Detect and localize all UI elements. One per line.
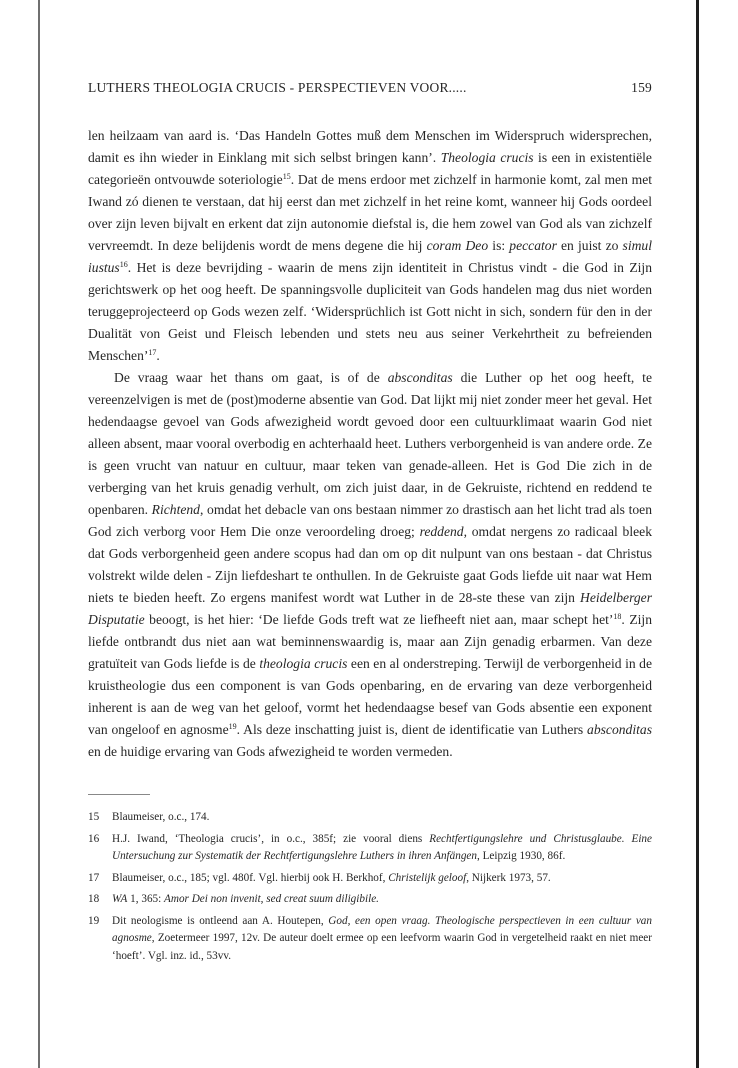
text: . Het is deze bevrijding - waarin de mens zijn identiteit in Christus vindt - die God in Zijn gerichtswerk op het oog heeft. De spanningsvolle dupliciteit van Gods handelen mag dus niet worden teruggeprojecteerd op Gods wezen zelf. ‘Widersprüchlich ist Gott nicht in sich, sondern für den in der Dualität von Geist und Fleisch lebenden und stets neu aus seiner Verkehrtheit zu befreienden Menschen’ xyxy=(88,260,652,363)
footnote-18 xyxy=(88,891,652,909)
footnote-ref-19[interactable]: 19 xyxy=(228,722,237,731)
text: , Nijkerk 1973, 57. xyxy=(466,871,551,884)
text: 1, 365: xyxy=(127,893,165,905)
italic-title: Christelijk geloof xyxy=(388,871,467,884)
text: is: xyxy=(488,238,510,253)
text: . xyxy=(156,348,160,363)
scan-edge-left xyxy=(38,0,40,1068)
text: . Zijn liefde ontbrandt dus niet aan wat beminnenswaardig is, maar aan Zijn genadig erbarmen. Van deze gratuïteit van Gods liefde is de xyxy=(88,612,653,671)
paragraph-2 xyxy=(88,367,652,763)
text: H.J. Iwand, ‘Theologia crucis’, in o.c., 385f; zie vooral diens xyxy=(112,832,430,845)
footnote-text xyxy=(112,913,652,966)
text: De vraag waar het thans om gaat, is of de xyxy=(114,370,388,385)
footnote-ref-17[interactable]: 17 xyxy=(148,348,157,357)
text: len heilzaam van aard is. ‘Das Handeln Gottes muß dem Menschen im Widerspruch widersprechen, damit es ihn wieder in Einklang mit sich selbst bringen kann’. xyxy=(88,128,652,165)
text: is een in existentiële categorieën ontvouwde soteriologie xyxy=(88,150,652,187)
text: Blaumeiser, o.c., 174. xyxy=(112,811,210,823)
footnote-text xyxy=(112,891,652,909)
text: Dit neologisme is ontleend aan A. Houtepen, xyxy=(112,914,329,927)
text: , Zoetermeer 1997, 12v. De auteur doelt ermee op een leefvorm waarin God in vergetelheid raakt en niet meer ‘hoeft’. Vgl. inz. id., 53vv. xyxy=(112,932,652,962)
italic-quote: Amor Dei non invenit, sed creat suum diligibile. xyxy=(164,893,379,905)
text: een en al onderstreping. Terwijl de verborgenheid in de kruistheologie dus een component is van Gods openbaring, en de ervaring van deze verborgenheid inherent is aan de weg van het geloof, vormt het hedendaagse besef van Gods absentie een exponent van ongeloof en agnosme xyxy=(88,656,652,737)
footnote-15 xyxy=(88,809,652,827)
italic-term: absconditas xyxy=(587,722,652,737)
text: en juist zo xyxy=(556,238,623,253)
page-number: 159 xyxy=(631,80,652,95)
text: . Dat de mens erdoor met zichzelf in harmonie komt, zal men met Iwand zó dienen te verstaan, dat hij eerst dan met zichzelf in het reine komt, wanneer hij Gods oordeel over zijn leven bijvalt en erkent dat zijn autonomie diefstal is, die hem zowel van God als van zichzelf vervreemdt. In deze belijdenis wordt de mens degene die hij xyxy=(88,172,653,253)
footnote-number: 18 xyxy=(88,893,100,905)
footnote-17 xyxy=(88,870,652,888)
footnote-text xyxy=(112,831,652,866)
footnote-19 xyxy=(88,913,652,966)
running-title: LUTHERS THEOLOGIA CRUCIS - PERSPECTIEVEN VOOR..... xyxy=(88,80,467,95)
text: , omdat het debacle van ons bestaan nimmer zo drastisch aan het licht trad als toen God zich verborg voor Hem Die onze veroordeling droeg; xyxy=(88,502,652,539)
text: en de huidige ervaring van Gods afwezigheid te worden vermeden. xyxy=(88,744,453,759)
footnote-separator xyxy=(88,794,150,795)
footnote-number: 17 xyxy=(88,871,100,884)
italic-term: simul iustus xyxy=(88,238,653,275)
body-text xyxy=(88,125,652,763)
italic-term: absconditas xyxy=(387,370,453,385)
italic-term: coram Deo xyxy=(426,238,489,253)
italic-term: theologia crucis xyxy=(259,656,348,671)
footnote-number: 16 xyxy=(88,832,100,845)
italic-term: Heidelberger Disputatie xyxy=(88,590,652,627)
footnote-ref-15[interactable]: 15 xyxy=(282,172,291,181)
italic-title: Rechtfertigungslehre und Christusglaube. Eine Untersuchung zur Systematik der Rechtfertigungslehre Luthers in ihren Anfängen xyxy=(112,832,652,862)
italic-title: WA xyxy=(112,893,128,905)
italic-term: peccator xyxy=(509,238,557,253)
footnote-ref-18[interactable]: 18 xyxy=(613,612,622,621)
footnote-text xyxy=(112,809,652,827)
text: . Als deze inschatting juist is, dient de identificatie van Luthers xyxy=(236,722,588,737)
italic-term: reddend xyxy=(419,524,464,539)
italic-term: Theologia crucis xyxy=(440,150,534,165)
text: Blaumeiser, o.c., 185; vgl. 480f. Vgl. hierbij ook H. Berkhof, xyxy=(112,871,389,884)
footnote-number: 19 xyxy=(88,914,100,927)
scan-edge-right xyxy=(696,0,699,1068)
footnote-16 xyxy=(88,831,652,866)
text: , omdat nergens zo radicaal bleek dat Gods verborgenheid geen andere scopus had dan om op dit nulpunt van ons bestaan - dat Christus volstrekt wilde delen - Zijn liefdeshart te onthullen. In de Gekruiste gaat Gods liefde uit naar wat Hem niets te bieden heeft. Zo ergens manifest wordt wat Luther in de 28-ste these van zijn xyxy=(88,524,652,605)
italic-title: God, een open vraag. Theologische perspectieven in een cultuur van agnosme xyxy=(112,914,652,944)
italic-term: Richtend xyxy=(151,502,200,517)
text: die Luther op het oog heeft, te vereenzelvigen is met de (post)moderne absentie van God. Dat lijkt mij niet zonder meer het geval. Het hedendaagse gevoel van Gods afwezigheid wordt gevoed door een cultuurklimaat waarin God niet alleen absent, maar vooral overbodig en achterhaald heet. Luthers verborgenheid is van andere orde. Ze is geen vrucht van natuur en cultuur, maar teken van genade-alleen. Het is God Die zich in de verberging van het kruis genadig verhult, om zich juist daar, in de Gekruiste, richtend en reddend te openbaren. xyxy=(88,370,652,517)
book-page xyxy=(88,78,652,969)
footnote-text xyxy=(112,870,652,888)
footnote-ref-16[interactable]: 16 xyxy=(119,260,128,269)
paragraph-1 xyxy=(88,125,652,367)
footnotes xyxy=(88,809,652,965)
running-header xyxy=(88,78,652,98)
text: beoogt, is het hier: ‘De liefde Gods treft wat ze liefheeft niet aan, maar schept het’ xyxy=(144,612,614,627)
footnote-number: 15 xyxy=(88,811,100,823)
text: , Leipzig 1930, 86f. xyxy=(477,850,566,862)
